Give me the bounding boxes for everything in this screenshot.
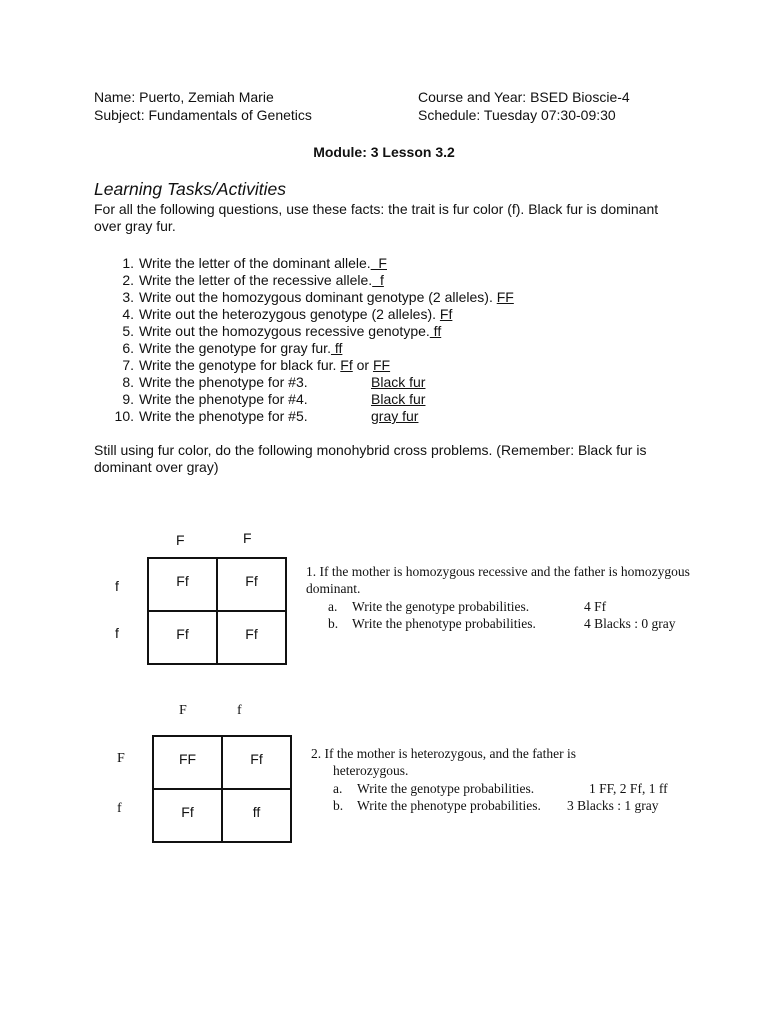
p2-a-label: a. <box>333 781 343 796</box>
question-item <box>94 374 694 391</box>
question-number: 7. <box>122 357 134 373</box>
p1-b-label: b. <box>328 616 339 631</box>
question-text <box>139 255 387 272</box>
course-year: Course and Year: BSED Bioscie-4 <box>418 89 630 105</box>
answer: F <box>370 255 387 271</box>
p2-a-answer: 1 FF, 2 Ff, 1 ff <box>589 781 668 796</box>
question-item <box>94 340 694 357</box>
question-item <box>94 357 694 374</box>
p1-side-allele: f <box>115 625 119 641</box>
subject: Subject: Fundamentals of Genetics <box>94 107 312 123</box>
p1-a-label: a. <box>328 599 338 614</box>
question-prompt: Write out the homozygous recessive genotype. <box>139 323 430 339</box>
question-number: 9. <box>122 391 134 407</box>
p1-top-allele: F <box>176 532 185 548</box>
question-item <box>94 323 694 340</box>
question-text <box>139 323 441 340</box>
answer: FF <box>496 289 514 305</box>
question-prompt: Write the letter of the dominant allele. <box>139 255 371 271</box>
p2-b-answer: 3 Blacks : 1 gray <box>567 798 659 813</box>
p1-question: 1. If the mother is homozygous recessive and the father is homozygous dominant. <box>306 564 690 596</box>
question-prompt: Write the phenotype for #5. <box>139 408 308 424</box>
question-prompt: Write the genotype for black fur. <box>139 357 337 373</box>
question-prompt: Write the genotype for gray fur. <box>139 340 331 356</box>
question-item <box>94 255 694 272</box>
question-text <box>139 357 390 374</box>
p2-question-line2: heterozygous. <box>333 763 409 778</box>
question-number: 1. <box>122 255 134 271</box>
answer: Black fur <box>371 391 426 407</box>
p2-side-allele: f <box>117 801 122 816</box>
punnett-cell: Ff <box>217 611 286 664</box>
question-number: 10. <box>114 408 134 424</box>
punnett-cell: Ff <box>148 611 217 664</box>
punnett-cell: Ff <box>217 558 286 611</box>
question-number: 2. <box>122 272 134 288</box>
question-text <box>139 272 384 289</box>
question-number: 5. <box>122 323 134 339</box>
answer: Ff <box>439 306 453 322</box>
question-text <box>139 289 514 306</box>
p1-a-answer: 4 Ff <box>584 599 607 614</box>
question-item <box>94 408 694 425</box>
tasks-heading: Learning Tasks/Activities <box>94 179 286 199</box>
question-item <box>94 272 694 289</box>
p2-side-allele: F <box>117 751 125 766</box>
question-number: 3. <box>122 289 134 305</box>
p1-side-allele: f <box>115 578 119 594</box>
question-prompt: Write out the heterozygous genotype (2 alleles). <box>139 306 437 322</box>
question-list <box>94 255 694 425</box>
student-name: Name: Puerto, Zemiah Marie <box>94 89 274 105</box>
answer: ff <box>330 340 343 356</box>
answer-connector: or <box>352 357 373 373</box>
answer: f <box>372 272 384 288</box>
p2-top-allele: F <box>179 703 187 718</box>
p2-b-label: b. <box>333 798 344 813</box>
p1-b-answer: 4 Blacks : 0 gray <box>584 616 676 631</box>
punnett-cell: Ff <box>153 789 222 842</box>
p2-question-line1: 2. If the mother is heterozygous, and the father is <box>311 746 577 761</box>
punnett-cell: ff <box>222 789 291 842</box>
punnett-square-1 <box>147 557 287 665</box>
question-number: 8. <box>122 374 134 390</box>
question-item <box>94 306 694 323</box>
punnett-cell: Ff <box>222 736 291 789</box>
module-title: Module: 3 Lesson 3.2 <box>313 144 455 160</box>
question-text <box>139 306 452 323</box>
question-prompt: Write out the homozygous dominant genotype (2 alleles). <box>139 289 493 305</box>
p1-top-allele: F <box>243 530 252 546</box>
question-number: 4. <box>122 306 134 322</box>
question-number: 6. <box>122 340 134 356</box>
p2-a-text: Write the genotype probabilities. <box>357 781 535 796</box>
cross-intro-paragraph: Still using fur color, do the following monohybrid cross problems. (Remember: Black fur is dominant over gray) <box>94 442 647 475</box>
answer: ff <box>429 323 442 339</box>
answer: Ff <box>340 357 353 373</box>
question-prompt: Write the letter of the recessive allele. <box>139 272 373 288</box>
question-text <box>139 340 342 357</box>
punnett-cell: FF <box>153 736 222 789</box>
p1-a-text: Write the genotype probabilities. <box>352 599 530 614</box>
punnett-square-2 <box>152 735 292 843</box>
punnett-cell: Ff <box>148 558 217 611</box>
question-item <box>94 391 694 408</box>
question-prompt: Write the phenotype for #4. <box>139 391 308 407</box>
answer: FF <box>372 357 391 373</box>
answer: Black fur <box>371 374 426 390</box>
p2-top-allele: f <box>237 703 242 718</box>
schedule: Schedule: Tuesday 07:30-09:30 <box>418 107 616 123</box>
p2-b-text: Write the phenotype probabilities. <box>357 798 541 813</box>
intro-paragraph: For all the following questions, use these facts: the trait is fur color (f). Black fur is dominant over gray fur. <box>94 201 659 234</box>
p1-b-text: Write the phenotype probabilities. <box>352 616 536 631</box>
question-item <box>94 289 694 306</box>
question-prompt: Write the phenotype for #3. <box>139 374 308 390</box>
answer: gray fur <box>371 408 419 424</box>
